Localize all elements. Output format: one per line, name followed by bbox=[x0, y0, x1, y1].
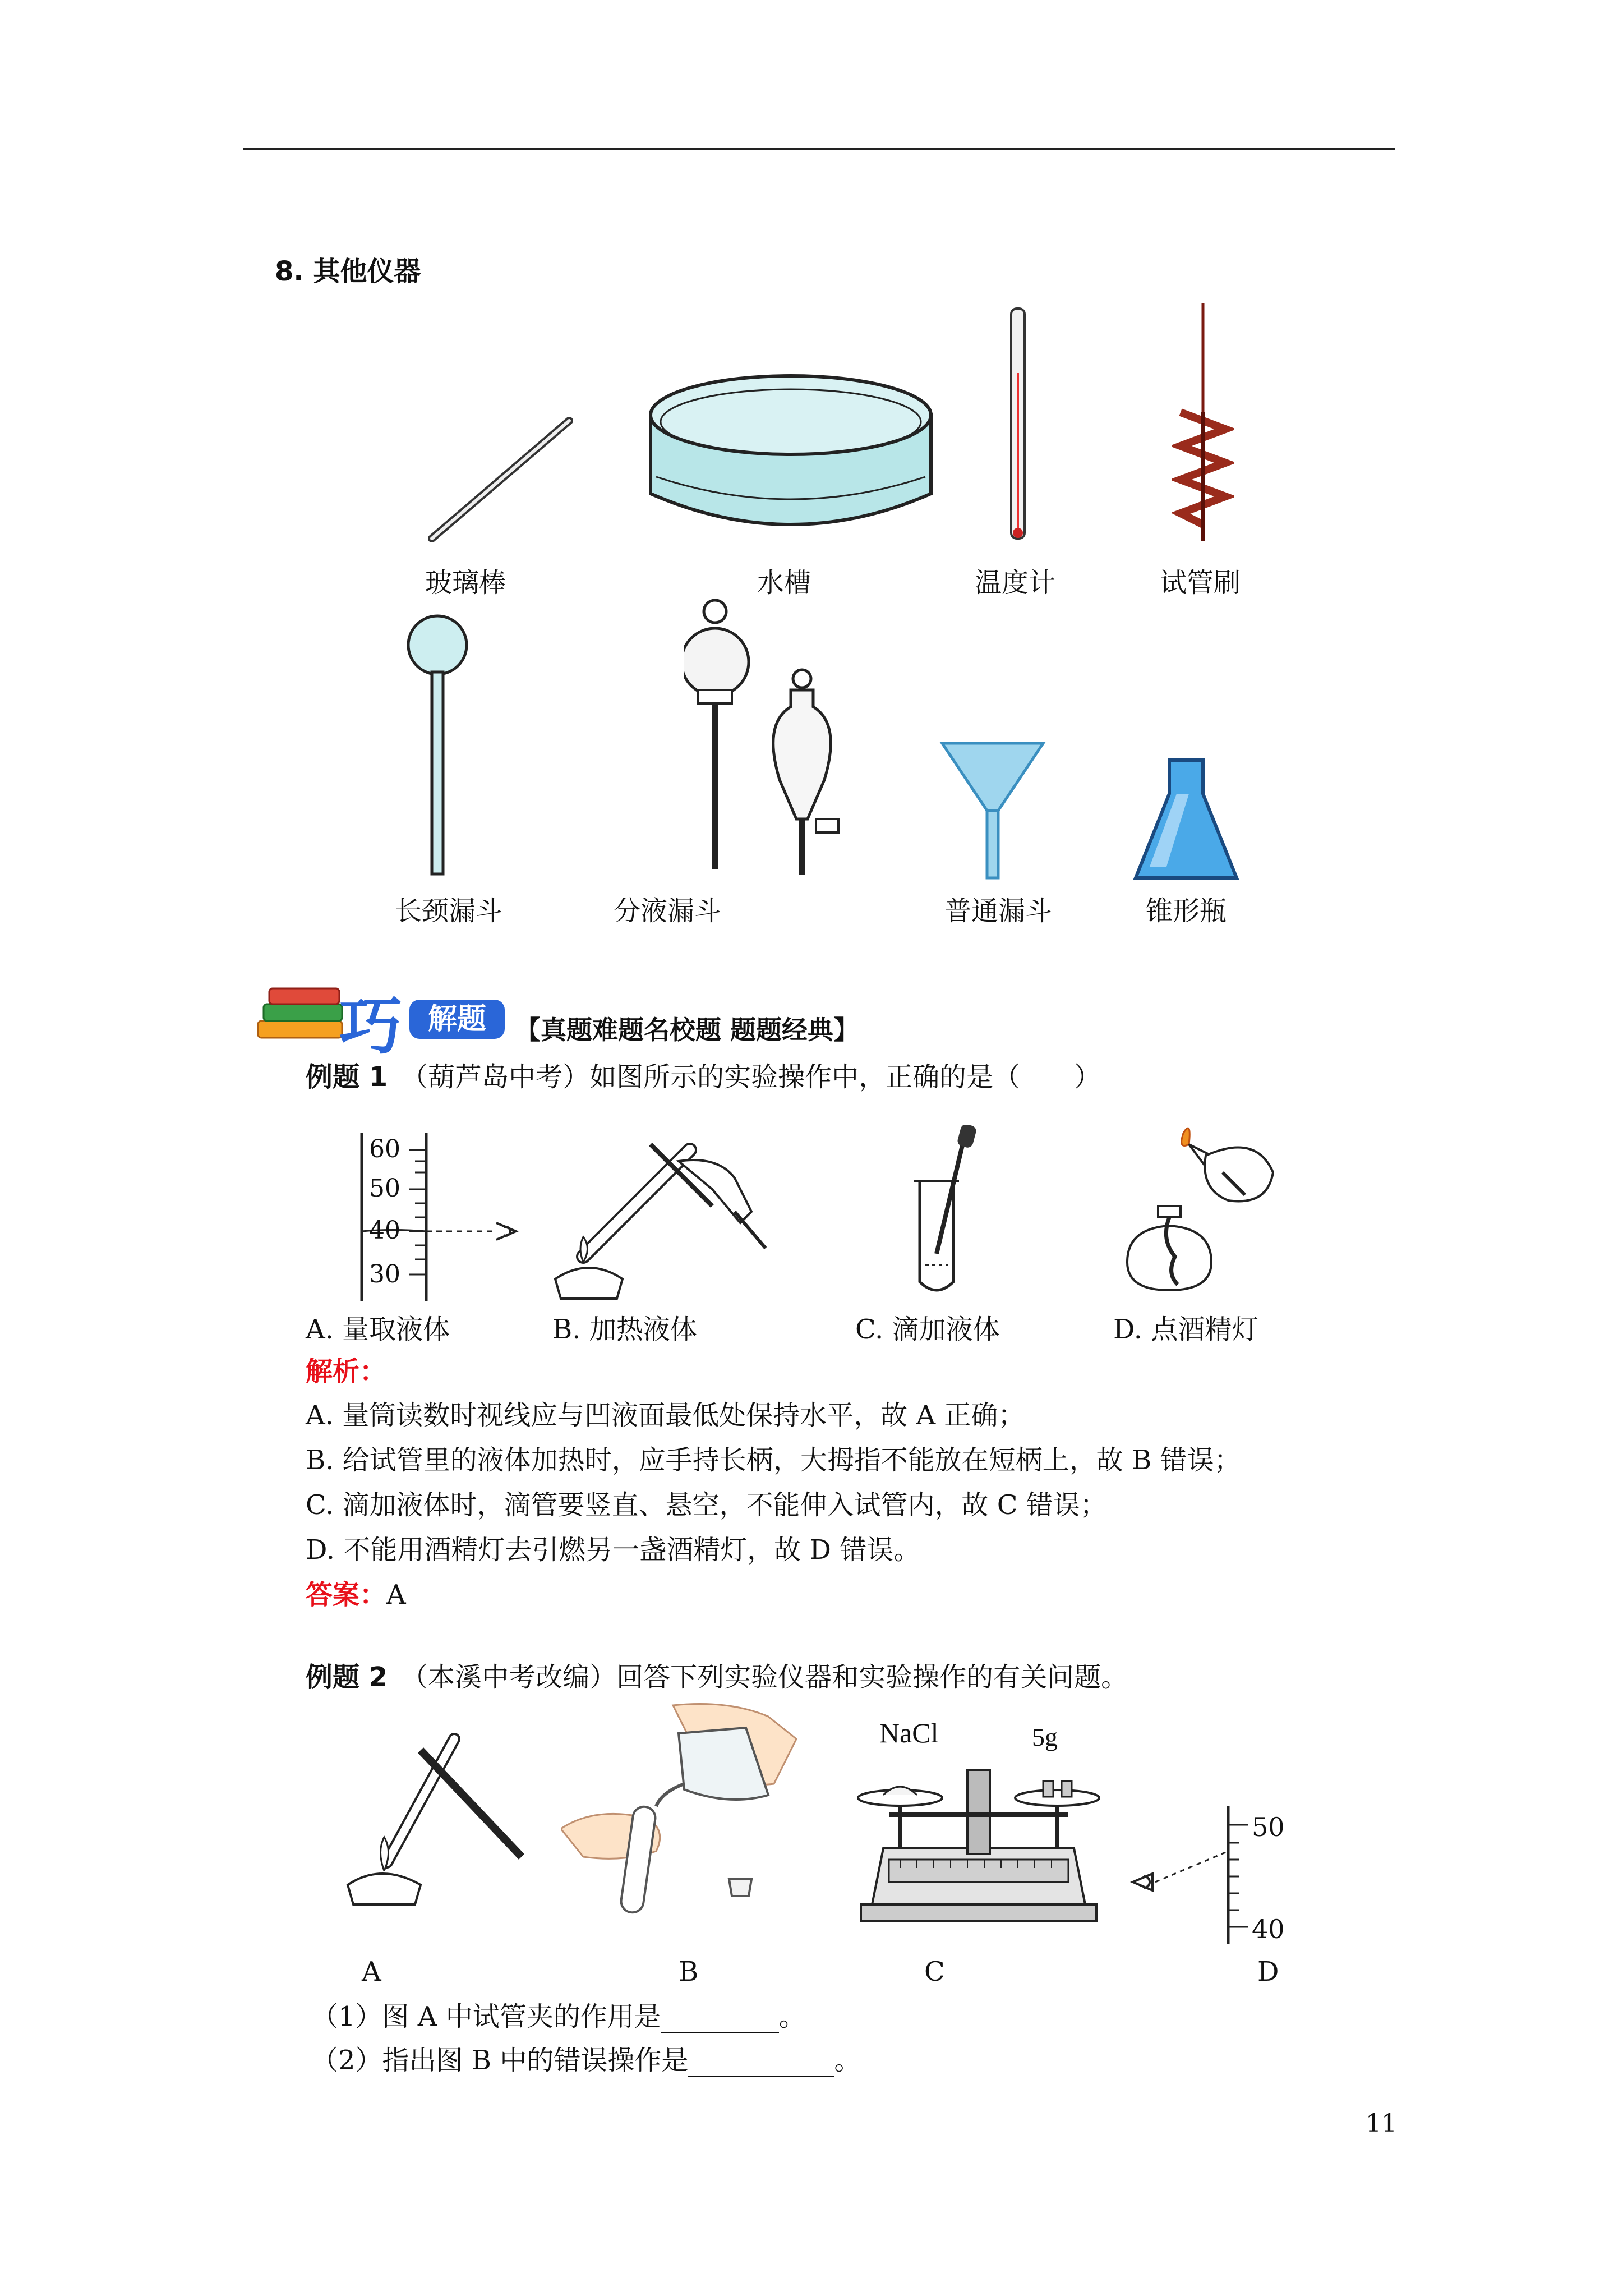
ex2-q2-blank[interactable] bbox=[688, 2051, 834, 2077]
thermometer-image bbox=[1007, 306, 1029, 547]
ex1-option-a: A. 量取液体 bbox=[306, 1314, 450, 1345]
label-glass-rod: 玻璃棒 bbox=[425, 567, 506, 599]
ex2-q2-suffix: 。 bbox=[834, 2045, 861, 2076]
example2-label: 例题 2 bbox=[306, 1662, 388, 1693]
ex1-option-d: D. 点酒精灯 bbox=[1113, 1314, 1259, 1345]
label-conical-flask: 锥形瓶 bbox=[1145, 895, 1227, 927]
glass-rod-image bbox=[415, 404, 583, 550]
label-separatory-funnel: 分液漏斗 bbox=[613, 895, 721, 927]
example2-question bbox=[306, 1660, 1128, 1694]
section-title: 8. 其他仪器 bbox=[275, 256, 421, 287]
ex1-answer-label: 答案： bbox=[306, 1579, 387, 1611]
ex1-fig-b-heating bbox=[550, 1128, 774, 1307]
banner-logo bbox=[255, 976, 513, 1063]
ex2-fig-a-heating bbox=[336, 1717, 527, 1907]
ex2-q1-blank[interactable] bbox=[661, 2007, 779, 2033]
ex1-analysis-label: 解析： bbox=[306, 1356, 387, 1387]
label-funnel: 普通漏斗 bbox=[944, 895, 1052, 927]
ex1-tick-50: 50 bbox=[369, 1174, 400, 1203]
ex1-analysis-b: B. 给试管里的液体加热时，应手持长柄，大拇指不能放在短柄上，故 B 错误； bbox=[306, 1444, 1241, 1476]
ex2-balance-left-label: NaCl bbox=[879, 1717, 939, 1749]
ex1-analysis-c: C. 滴加液体时，滴管要竖直、悬空，不能伸入试管内，故 C 错误； bbox=[306, 1489, 1107, 1521]
separatory-funnel-pear-image bbox=[763, 668, 852, 881]
ex1-answer bbox=[306, 1578, 406, 1612]
ex2-q2 bbox=[311, 2044, 861, 2077]
header-rule bbox=[243, 148, 1395, 150]
books-icon bbox=[255, 982, 351, 1043]
ex2-fig-c-balance bbox=[850, 1747, 1108, 1932]
example1-label: 例题 1 bbox=[306, 1061, 388, 1093]
banner-logo-char: 巧 bbox=[339, 990, 402, 1063]
ex1-option-c: C. 滴加液体 bbox=[855, 1314, 1000, 1345]
banner-logo-word: 解题 bbox=[409, 1000, 505, 1039]
funnel-image bbox=[937, 732, 1049, 884]
conical-flask-image bbox=[1133, 754, 1239, 884]
ex1-tick-40: 40 bbox=[369, 1216, 400, 1245]
label-long-neck-funnel: 长颈漏斗 bbox=[394, 895, 502, 927]
ex2-fig-label-d: D bbox=[1257, 1956, 1279, 1987]
ex2-tick-50: 50 bbox=[1252, 1812, 1285, 1842]
water-trough-image bbox=[639, 370, 942, 555]
example1-question-text: （葫芦岛中考）如图所示的实验操作中，正确的是（ ） bbox=[414, 1061, 1101, 1093]
test-tube-brush-image bbox=[1172, 300, 1234, 547]
ex1-fig-c-dropper bbox=[903, 1125, 993, 1304]
ex1-tick-30: 30 bbox=[369, 1260, 400, 1289]
example1-question bbox=[306, 1060, 1101, 1094]
ex2-fig-label-a: A bbox=[362, 1956, 381, 1987]
ex1-analysis-a: A. 量筒读数时视线应与凹液面最低处保持水平，故 A 正确； bbox=[306, 1400, 1025, 1431]
long-neck-funnel-image bbox=[404, 611, 471, 881]
ex2-balance-right-label: 5g bbox=[1032, 1723, 1058, 1751]
ex2-q2-text: （2）指出图 B 中的错误操作是 bbox=[311, 2045, 689, 2076]
ex1-fig-d-lamps bbox=[1116, 1122, 1284, 1301]
ex1-analysis-d: D. 不能用酒精灯去引燃另一盏酒精灯，故 D 错误。 bbox=[306, 1534, 921, 1566]
ex1-option-b: B. 加热液体 bbox=[552, 1314, 697, 1345]
ex1-tick-60: 60 bbox=[369, 1135, 400, 1163]
label-thermometer: 温度计 bbox=[974, 567, 1055, 599]
ex2-fig-b-pouring bbox=[561, 1694, 808, 1918]
ex2-q1 bbox=[311, 2000, 806, 2033]
ex2-fig-label-b: B bbox=[679, 1956, 699, 1987]
ex2-q1-suffix: 。 bbox=[778, 2001, 806, 2032]
banner-tagline: 【真题难题名校题 题题经典】 bbox=[515, 1015, 860, 1045]
label-test-tube-brush: 试管刷 bbox=[1159, 567, 1241, 599]
ex2-q1-text: （1）图 A 中试管夹的作用是 bbox=[311, 2001, 661, 2032]
example2-question-text: （本溪中考改编）回答下列实验仪器和实验操作的有关问题。 bbox=[414, 1662, 1128, 1693]
ex2-fig-label-c: C bbox=[924, 1956, 945, 1987]
ex2-tick-40: 40 bbox=[1252, 1914, 1285, 1944]
ex1-answer-value: A bbox=[386, 1579, 406, 1611]
label-water-trough: 水槽 bbox=[757, 567, 811, 599]
page-number: 11 bbox=[1366, 2109, 1397, 2138]
